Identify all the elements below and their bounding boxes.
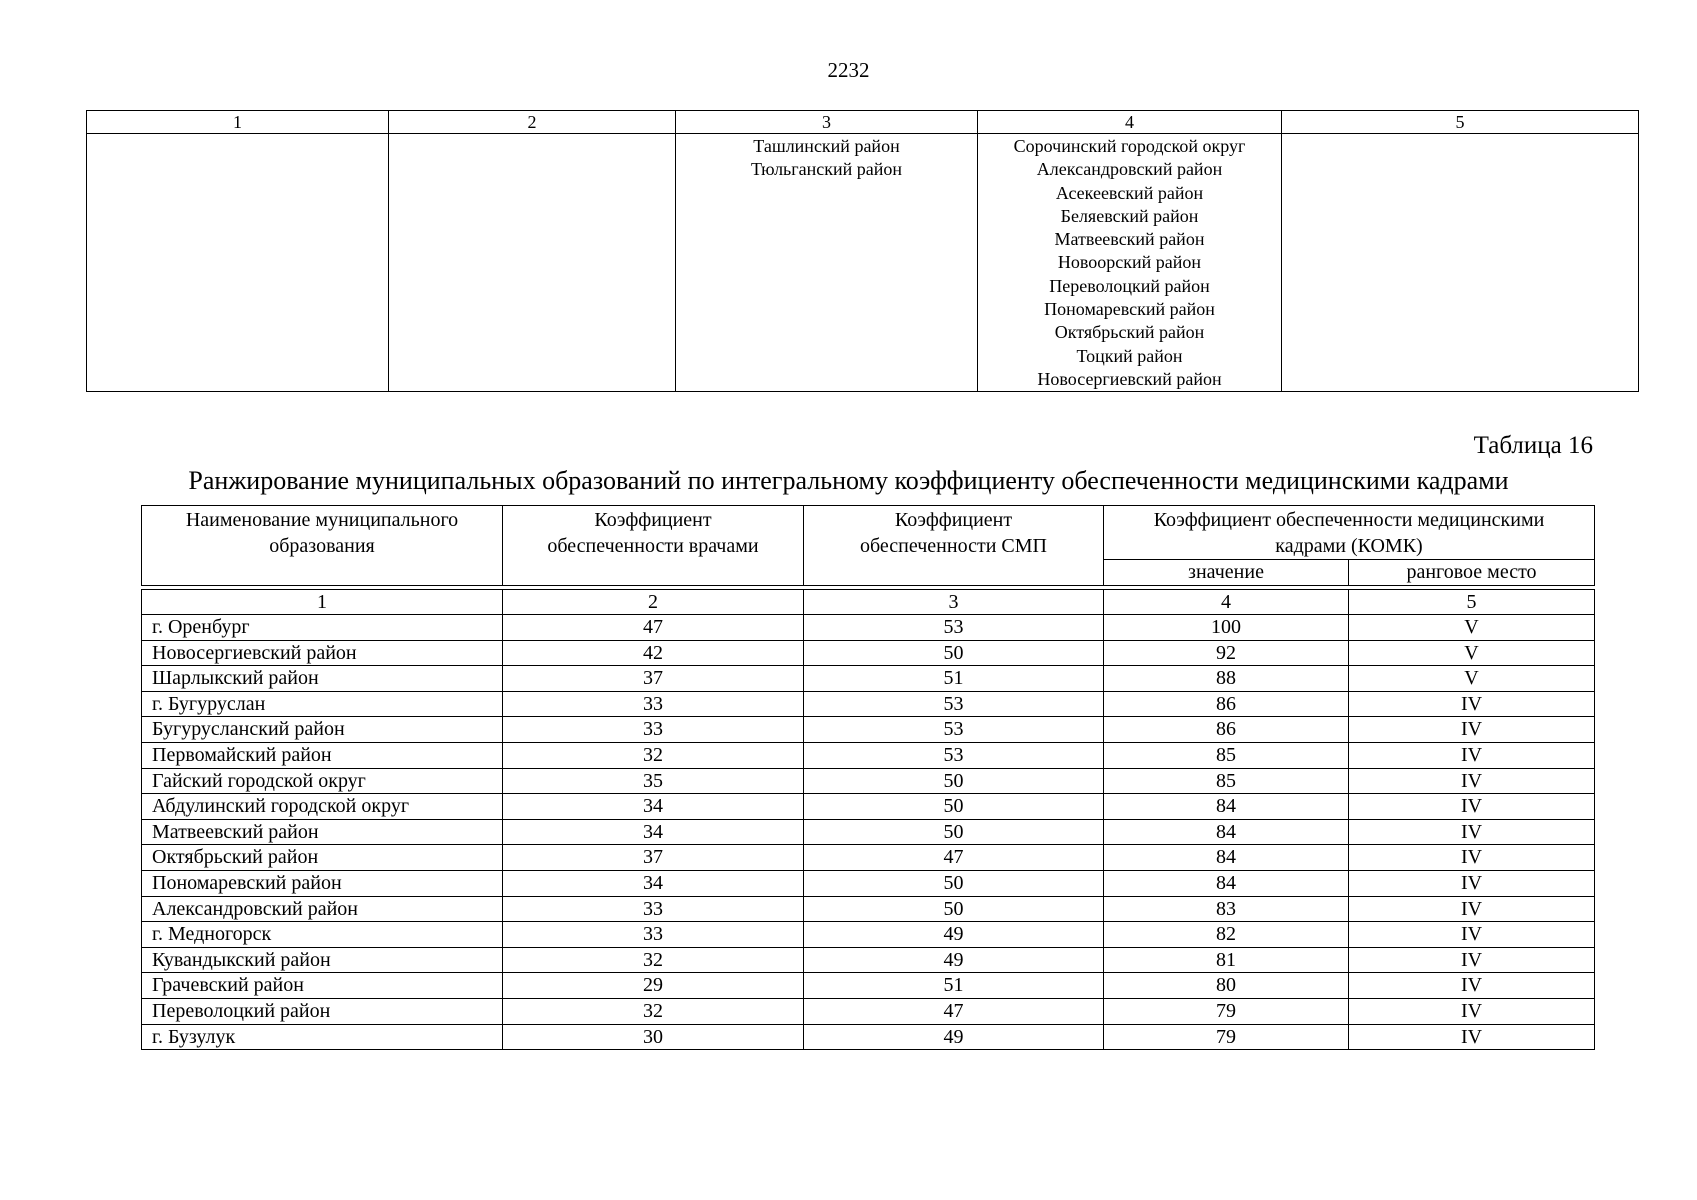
rank-place: IV xyxy=(1349,742,1595,768)
district-name: Александровский район xyxy=(1036,159,1223,180)
smp-coefficient: 53 xyxy=(804,691,1104,717)
municipality-name: г. Бугуруслан xyxy=(142,691,503,717)
municipality-name: Первомайский район xyxy=(142,742,503,768)
doctors-coefficient: 33 xyxy=(503,691,804,717)
doctors-coefficient: 33 xyxy=(503,896,804,922)
table-row xyxy=(142,666,1595,692)
district-name: Тюльганский район xyxy=(750,159,903,180)
district-name: Новосергиевский район xyxy=(1037,368,1222,389)
doctors-coefficient: 34 xyxy=(503,819,804,845)
komk-value: 84 xyxy=(1104,794,1349,820)
rank-place: IV xyxy=(1349,896,1595,922)
municipality-name: Шарлыкский район xyxy=(142,666,503,692)
doctors-coefficient: 29 xyxy=(503,973,804,999)
municipality-name: г. Медногорск xyxy=(142,922,503,948)
municipality-name: Грачевский район xyxy=(142,973,503,999)
column-number: 3 xyxy=(676,111,978,134)
table-label: Таблица 16 xyxy=(1473,432,1593,459)
doctors-coefficient: 30 xyxy=(503,1024,804,1050)
doctors-coefficient: 35 xyxy=(503,768,804,794)
smp-coefficient: 49 xyxy=(804,1024,1104,1050)
rank-place: IV xyxy=(1349,717,1595,743)
municipality-name: Бугурусланский район xyxy=(142,717,503,743)
doctors-coefficient: 42 xyxy=(503,640,804,666)
district-name: Ташлинский район xyxy=(753,136,900,156)
rank-place: IV xyxy=(1349,998,1595,1024)
doctors-coefficient: 33 xyxy=(503,717,804,743)
table-row xyxy=(142,998,1595,1024)
continuation-table xyxy=(86,110,1639,392)
column-number-row xyxy=(142,590,1595,615)
continuation-body-row xyxy=(87,134,1639,392)
komk-value: 84 xyxy=(1104,819,1349,845)
header-doctors-coefficient xyxy=(503,506,804,586)
column-number: 4 xyxy=(1104,590,1349,615)
komk-value: 79 xyxy=(1104,998,1349,1024)
komk-value: 80 xyxy=(1104,973,1349,999)
komk-value: 85 xyxy=(1104,768,1349,794)
ranking-body xyxy=(142,615,1595,1050)
rank-place: IV xyxy=(1349,1024,1595,1050)
column-number: 5 xyxy=(1282,111,1639,134)
continuation-cell-col3 xyxy=(676,134,978,392)
rank-place: IV xyxy=(1349,794,1595,820)
komk-value: 82 xyxy=(1104,922,1349,948)
header-text: Наименование муниципального xyxy=(185,509,459,531)
municipality-name: г. Оренбург xyxy=(142,615,503,641)
table-row xyxy=(142,922,1595,948)
district-name: Пономаревский район xyxy=(1044,299,1215,320)
header-municipality xyxy=(142,506,503,586)
smp-coefficient: 51 xyxy=(804,666,1104,692)
district-name: Сорочинский городской округ xyxy=(1013,136,1246,156)
municipality-name: Пономаревский район xyxy=(142,870,503,896)
rank-place: IV xyxy=(1349,947,1595,973)
ranking-table xyxy=(141,505,1595,1050)
doctors-coefficient: 37 xyxy=(503,845,804,871)
komk-value: 84 xyxy=(1104,845,1349,871)
table-row xyxy=(142,794,1595,820)
rank-place: IV xyxy=(1349,819,1595,845)
smp-coefficient: 49 xyxy=(804,922,1104,948)
table-row xyxy=(142,896,1595,922)
smp-coefficient: 53 xyxy=(804,742,1104,768)
header-text: Коэффициент xyxy=(594,509,712,531)
header-smp-coefficient xyxy=(804,506,1104,586)
district-name: Асекеевский район xyxy=(1055,182,1204,203)
header-text: Коэффициент обеспеченности медицинскими xyxy=(1153,509,1545,531)
rank-place: V xyxy=(1349,666,1595,692)
smp-coefficient: 49 xyxy=(804,947,1104,973)
table-row xyxy=(142,947,1595,973)
smp-coefficient: 53 xyxy=(804,615,1104,641)
komk-value: 86 xyxy=(1104,717,1349,743)
table-row xyxy=(142,640,1595,666)
doctors-coefficient: 37 xyxy=(503,666,804,692)
column-number: 5 xyxy=(1349,590,1595,615)
komk-value: 85 xyxy=(1104,742,1349,768)
komk-value: 83 xyxy=(1104,896,1349,922)
table-row xyxy=(142,819,1595,845)
table-row xyxy=(142,717,1595,743)
district-name: Новоорский район xyxy=(1057,252,1202,273)
komk-value: 92 xyxy=(1104,640,1349,666)
komk-value: 88 xyxy=(1104,666,1349,692)
rank-place: IV xyxy=(1349,768,1595,794)
table-row xyxy=(142,691,1595,717)
municipality-name: Кувандыкский район xyxy=(142,947,503,973)
rank-place: IV xyxy=(1349,691,1595,717)
column-number: 4 xyxy=(978,111,1282,134)
smp-coefficient: 50 xyxy=(804,819,1104,845)
table-row xyxy=(142,742,1595,768)
municipality-name: Александровский район xyxy=(142,896,503,922)
rank-place: IV xyxy=(1349,922,1595,948)
komk-value: 86 xyxy=(1104,691,1349,717)
smp-coefficient: 50 xyxy=(804,794,1104,820)
column-number: 1 xyxy=(87,111,389,134)
rank-place: V xyxy=(1349,615,1595,641)
smp-coefficient: 51 xyxy=(804,973,1104,999)
header-text: образования xyxy=(269,535,375,557)
municipality-name: Гайский городской округ xyxy=(142,768,503,794)
district-name: Беляевский район xyxy=(1060,205,1199,226)
continuation-cell-col2 xyxy=(389,134,676,392)
komk-value: 100 xyxy=(1104,615,1349,641)
komk-value: 84 xyxy=(1104,870,1349,896)
table-row xyxy=(142,615,1595,641)
table-row xyxy=(142,870,1595,896)
smp-coefficient: 47 xyxy=(804,998,1104,1024)
table-row xyxy=(142,768,1595,794)
table-row xyxy=(142,845,1595,871)
district-name: Матвеевский район xyxy=(1054,229,1205,250)
column-number: 3 xyxy=(804,590,1104,615)
district-name: Тоцкий район xyxy=(1076,345,1183,366)
doctors-coefficient: 34 xyxy=(503,870,804,896)
header-rank: ранговое место xyxy=(1349,560,1595,586)
header-text: Коэффициент xyxy=(894,509,1013,531)
municipality-name: г. Бузулук xyxy=(142,1024,503,1050)
rank-place: IV xyxy=(1349,845,1595,871)
rank-place: IV xyxy=(1349,870,1595,896)
table-title: Ранжирование муниципальных образований по интегральному коэффициенту обеспеченности медицинскими кадрами xyxy=(188,466,1509,495)
continuation-cell-col1 xyxy=(87,134,389,392)
table-row xyxy=(142,1024,1595,1050)
doctors-coefficient: 32 xyxy=(503,742,804,768)
doctors-coefficient: 32 xyxy=(503,947,804,973)
smp-coefficient: 47 xyxy=(804,845,1104,871)
column-number: 1 xyxy=(142,590,503,615)
doctors-coefficient: 47 xyxy=(503,615,804,641)
municipality-name: Новосергиевский район xyxy=(142,640,503,666)
smp-coefficient: 50 xyxy=(804,870,1104,896)
header-value: значение xyxy=(1104,560,1349,586)
header-komk xyxy=(1104,506,1595,560)
komk-value: 81 xyxy=(1104,947,1349,973)
page-number: 2232 xyxy=(827,58,870,82)
smp-coefficient: 50 xyxy=(804,896,1104,922)
rank-place: IV xyxy=(1349,973,1595,999)
municipality-name: Октябрьский район xyxy=(142,845,503,871)
column-number: 2 xyxy=(503,590,804,615)
header-text: кадрами (КОМК) xyxy=(1275,535,1423,557)
continuation-cell-col5 xyxy=(1282,134,1639,392)
smp-coefficient: 53 xyxy=(804,717,1104,743)
district-name: Октябрьский район xyxy=(1054,322,1205,343)
komk-value: 79 xyxy=(1104,1024,1349,1050)
district-name: Переволоцкий район xyxy=(1049,275,1210,296)
smp-coefficient: 50 xyxy=(804,768,1104,794)
doctors-coefficient: 32 xyxy=(503,998,804,1024)
column-number: 2 xyxy=(389,111,676,134)
municipality-name: Переволоцкий район xyxy=(142,998,503,1024)
smp-coefficient: 50 xyxy=(804,640,1104,666)
ranking-header-row xyxy=(142,506,1595,560)
municipality-name: Матвеевский район xyxy=(142,819,503,845)
continuation-header-row xyxy=(87,111,1639,134)
header-text: обеспеченности врачами xyxy=(547,535,759,557)
doctors-coefficient: 33 xyxy=(503,922,804,948)
municipality-name: Абдулинский городской округ xyxy=(142,794,503,820)
doctors-coefficient: 34 xyxy=(503,794,804,820)
rank-place: V xyxy=(1349,640,1595,666)
continuation-cell-col4 xyxy=(978,134,1282,392)
header-text: обеспеченности СМП xyxy=(860,535,1047,557)
table-row xyxy=(142,973,1595,999)
